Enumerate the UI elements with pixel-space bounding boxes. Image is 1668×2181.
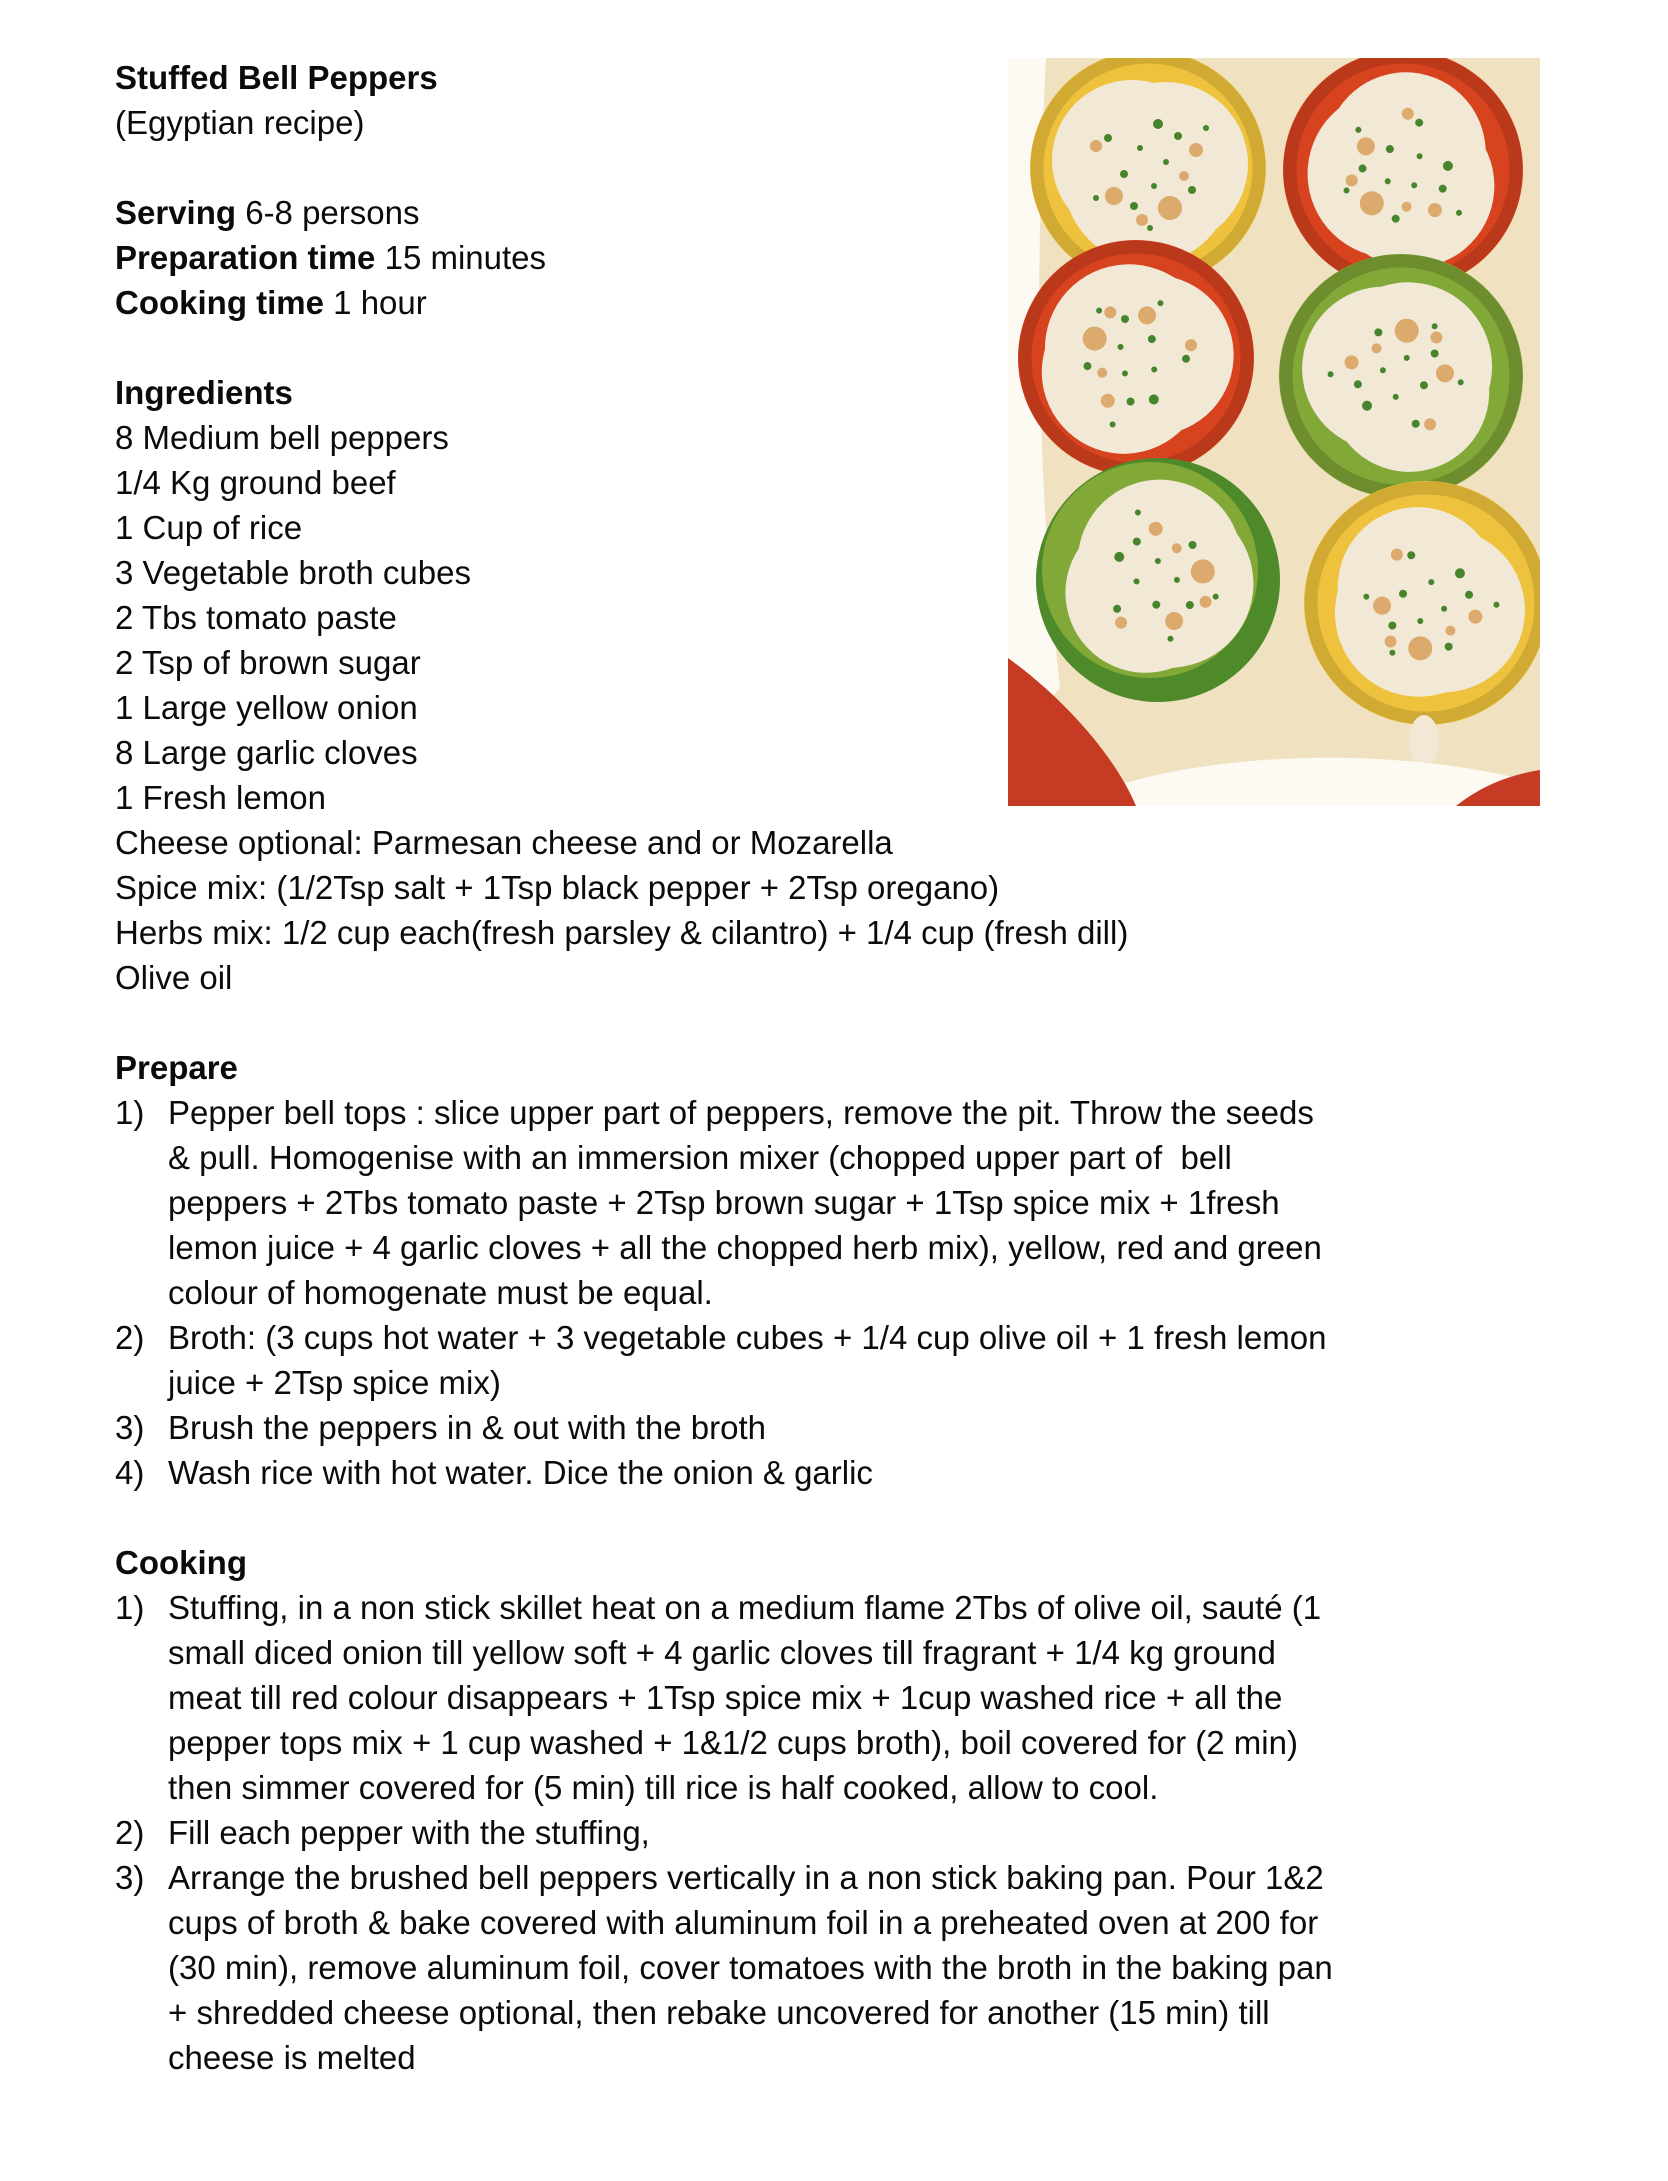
step-line: colour of homogenate must be equal. [168, 1274, 713, 1311]
pepper-green-bottom-left [1036, 458, 1280, 702]
serving-label: Serving [115, 194, 237, 231]
prepare-step-3 [115, 1405, 1550, 1450]
ingredient-item: 1 Fresh lemon [115, 779, 326, 816]
ingredient-item: Cheese optional: Parmesan cheese and or Mozarella [115, 824, 893, 861]
ingredient-item: Spice mix: (1/2Tsp salt + 1Tsp black pepper + 2Tsp oregano) [115, 869, 1000, 906]
prepare-step-1 [115, 1090, 1550, 1315]
step-line: cheese is melted [168, 2039, 416, 2076]
cooking-heading: Cooking [115, 1544, 247, 1581]
step-number: 3) [115, 1859, 145, 1896]
recipe-photo [1008, 58, 1540, 806]
step-line: meat till red colour disappears + 1Tsp spice mix + 1cup washed rice + all the [168, 1679, 1283, 1716]
step-line: small diced onion till yellow soft + 4 garlic cloves till fragrant + 1/4 kg ground [168, 1634, 1276, 1671]
ingredient-item: 1/4 Kg ground beef [115, 464, 396, 501]
ingredient-item: 2 Tbs tomato paste [115, 599, 397, 636]
prep-time-label: Preparation time [115, 239, 376, 276]
step-line: Brush the peppers in & out with the broth [168, 1409, 767, 1446]
spacer [115, 1495, 1550, 1540]
step-line: cups of broth & bake covered with aluminum foil in a preheated oven at 200 for [168, 1904, 1319, 1941]
step-number: 1) [115, 1589, 145, 1626]
step-line: then simmer covered for (5 min) till rice is half cooked, allow to cool. [168, 1769, 1159, 1806]
ingredient-item: Herbs mix: 1/2 cup each(fresh parsley & cilantro) + 1/4 cup (fresh dill) [115, 914, 1129, 951]
ingredient-item: 3 Vegetable broth cubes [115, 554, 471, 591]
prepare-heading: Prepare [115, 1049, 238, 1086]
ingredients-heading: Ingredients [115, 374, 293, 411]
cooking-time-label: Cooking time [115, 284, 325, 321]
step-line: Wash rice with hot water. Dice the onion & garlic [168, 1454, 873, 1491]
prep-time-value: 15 minutes [375, 239, 547, 276]
step-number: 3) [115, 1409, 145, 1446]
step-line: juice + 2Tsp spice mix) [168, 1364, 501, 1401]
ingredient-item: 2 Tsp of brown sugar [115, 644, 421, 681]
cooking-time-value: 1 hour [324, 284, 427, 321]
serving-value: 6-8 persons [236, 194, 420, 231]
cheese-drip [1409, 715, 1439, 767]
spacer [115, 1000, 1550, 1045]
ingredient-item: 1 Large yellow onion [115, 689, 418, 726]
cooking-step-1 [115, 1585, 1550, 1810]
prepare-step-4 [115, 1450, 1550, 1495]
step-line: Pepper bell tops : slice upper part of peppers, remove the pit. Throw the seeds [168, 1094, 1314, 1131]
ingredient-item: 1 Cup of rice [115, 509, 303, 546]
step-line: pepper tops mix + 1 cup washed + 1&1/2 cups broth), boil covered for (2 min) [168, 1724, 1298, 1761]
step-number: 2) [115, 1319, 145, 1356]
page-title: Stuffed Bell Peppers [115, 59, 438, 96]
step-number: 2) [115, 1814, 145, 1851]
step-line: & pull. Homogenise with an immersion mixer (chopped upper part of bell [168, 1139, 1232, 1176]
step-line: Broth: (3 cups hot water + 3 vegetable cubes + 1/4 cup olive oil + 1 fresh lemon [168, 1319, 1327, 1356]
step-line: lemon juice + 4 garlic cloves + all the chopped herb mix), yellow, red and green [168, 1229, 1322, 1266]
step-line: + shredded cheese optional, then rebake uncovered for another (15 min) till [168, 1994, 1270, 2031]
step-number: 1) [115, 1094, 145, 1131]
cooking-step-2 [115, 1810, 1550, 1855]
step-line: (30 min), remove aluminum foil, cover tomatoes with the broth in the baking pan [168, 1949, 1333, 1986]
step-line: Stuffing, in a non stick skillet heat on a medium flame 2Tbs of olive oil, sauté (1 [168, 1589, 1322, 1626]
ingredient-item: 8 Large garlic cloves [115, 734, 418, 771]
step-line: peppers + 2Tbs tomato paste + 2Tsp brown sugar + 1Tsp spice mix + 1fresh [168, 1184, 1280, 1221]
step-line: Arrange the brushed bell peppers vertically in a non stick baking pan. Pour 1&2 [168, 1859, 1324, 1896]
step-line: Fill each pepper with the stuffing, [168, 1814, 650, 1851]
page-subtitle: (Egyptian recipe) [115, 104, 365, 141]
prepare-step-2 [115, 1315, 1550, 1405]
ingredient-item: 8 Medium bell peppers [115, 419, 449, 456]
cooking-step-3 [115, 1855, 1550, 2080]
step-number: 4) [115, 1454, 145, 1491]
stuffed-peppers-image [1008, 58, 1540, 806]
ingredient-item: Olive oil [115, 959, 233, 996]
